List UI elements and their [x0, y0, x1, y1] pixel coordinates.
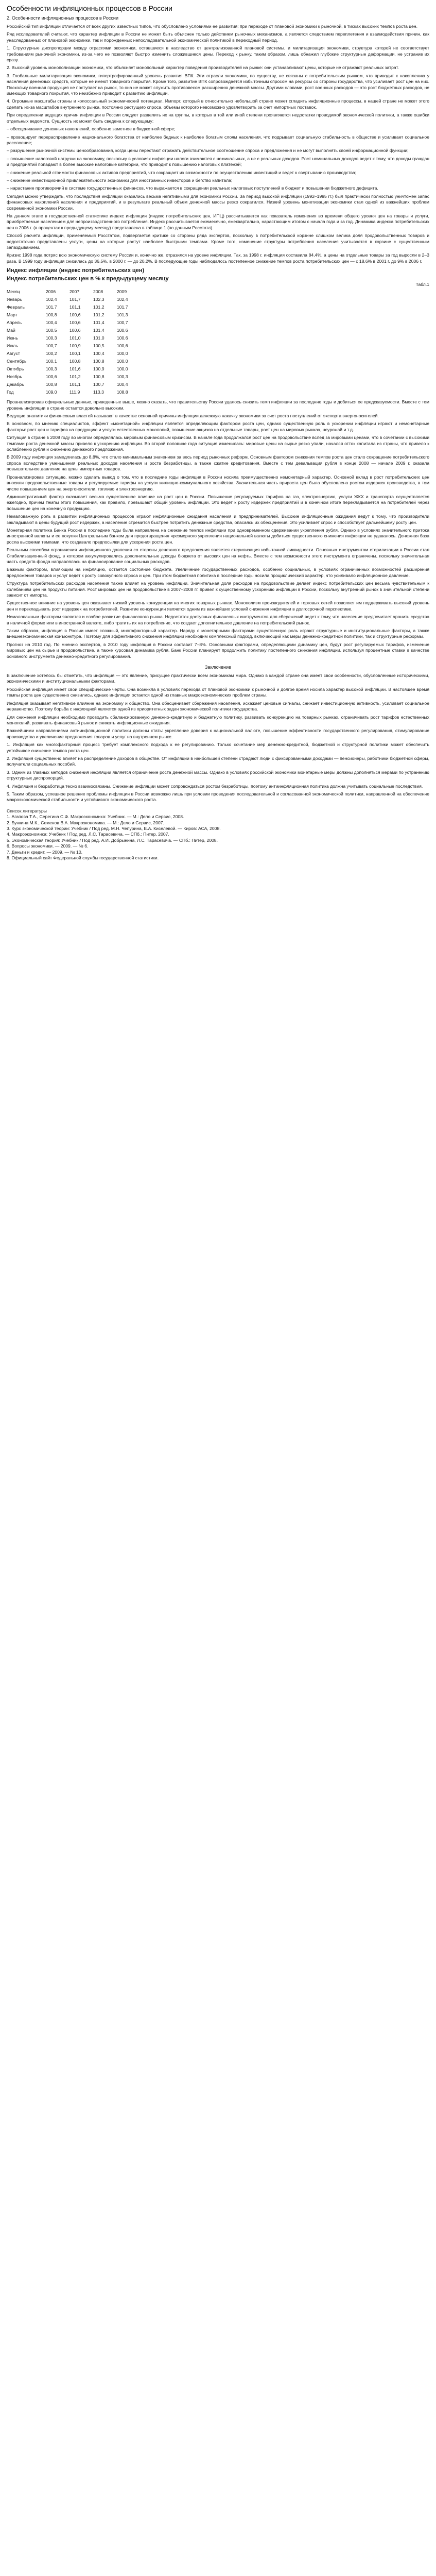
- table-header-cell: 2006: [46, 289, 56, 295]
- list-item: При определении ведущих причин инфляции в России следует разделить их на группы, в которых в той или иной степени проявляются недостатки проводимой экономической политики, а также ошибки отдельных ведомств. Сущность их может быть сведена к следующему:: [7, 112, 429, 124]
- table-header-row: [7, 288, 141, 296]
- table-body: [7, 296, 141, 396]
- value-cell: 100,6: [69, 312, 81, 318]
- value-cell: 102,4: [46, 297, 57, 302]
- list-item: – снижение реальной стоимости финансовых активов предприятий, что сокращает их возможности по осуществлению инвестиций и ведет к свертыванию производства;: [7, 170, 357, 175]
- value-cell: 100,6: [46, 374, 57, 380]
- value-cell: 100,6: [117, 343, 128, 349]
- references-section: [7, 808, 429, 861]
- reference-item: 8. Официальный сайт Федеральной службы государственной статистики.: [7, 855, 159, 861]
- value-cell: 100,6: [117, 328, 128, 333]
- conclusion-paragraph: 3. Одним из главных методов снижения инфляции является ограничение роста денежной массы. Однако в условиях российской экономики монетарные меры должны дополняться мерами по устранению структурных диспропорций.: [7, 769, 429, 781]
- value-cell: 101,0: [69, 335, 81, 341]
- table-header-cell: 2008: [93, 289, 103, 295]
- value-cell: 100,5: [93, 343, 104, 349]
- month-cell: Март: [7, 312, 18, 318]
- month-cell: Октябрь: [7, 366, 24, 372]
- conclusion-section: [7, 673, 429, 803]
- value-cell: 100,0: [117, 366, 128, 372]
- paragraph: Административный фактор оказывает весьма существенное влияние на рост цен в России. Повышение регулируемых тарифов на газ, электроэнергию, услуги ЖКХ и транспорта осуществляется ежегодно, причем темпы этого повышения, как правило, превышают общий уровень инфляции. Это ведет к росту издержек предприятий и в конечном итоге перекладывается на потребителей через повышение цен на конечную продукцию.: [7, 494, 429, 511]
- table-number: Табл.1: [415, 282, 429, 287]
- paragraph: Прогноз на 2010 год. По мнению экспертов, в 2010 году инфляция в России составит 7–8%. Основными факторами, определяющими динамику цен, будут рост регулируемых тарифов, изменение мировых цен на сырье и продовольствие, а также курсовая динамика рубля. Банк России планирует продолжить политику постепенного снижения инфляции, используя процентные ставки в качестве основного инструмента денежно-кредитного регулирования.: [7, 641, 429, 659]
- value-cell: 101,3: [117, 312, 128, 318]
- paragraph: Проанализировав ситуацию, можно сделать вывод о том, что в последние годы инфляция в России носила преимущественно немонетарный характер. Основной вклад в рост потребительских цен вносили продовольственные товары и регулируемые тарифы на услуги жилищно-коммунального хозяйства. Значительная часть прироста цен была обусловлена ростом издержек производства, в том числе повышением цен на энергоносители, топливо и электроэнергию.: [7, 474, 429, 492]
- table-subtitle: Индекс потребительских цен в % к предыдущему месяцу: [7, 276, 169, 282]
- month-cell: Август: [7, 351, 20, 357]
- table-row: [7, 350, 141, 358]
- value-cell: 100,9: [93, 366, 104, 372]
- table-row: [7, 319, 141, 327]
- table-row: [7, 373, 141, 381]
- table-header-cell: 2007: [69, 289, 80, 295]
- paragraph: Таким образом, инфляция в России имеет сложный, многофакторный характер. Наряду с монетарными факторами существенную роль играют структурные и институциональные факторы, а также внешнеэкономическая конъюнктура. Поэтому для эффективного снижения инфляции необходим комплексный подход, включающий как меры денежно-кредитной политики, так и структурные реформы.: [7, 628, 429, 639]
- value-cell: 109,0: [46, 389, 57, 395]
- paragraph: Немаловажным фактором является и слабое развитие финансового рынка. Недостаток доступных финансовых инструментов для сбережений ведет к тому, что население предпочитает хранить средства в наличной форме или в иностранной валюте, либо тратить их на потребление, что создает дополнительное давление на потребительский рынок.: [7, 614, 429, 625]
- reference-item: 3. Курс экономической теории: Учебник / Под ред. М.Н. Чепурина, Е.А. Киселевой. — Киров: АСА, 2008.: [7, 826, 221, 831]
- list-item: – провоцирует перераспределение национального богатства от наиболее бедных к наиболее богатым слоям населения, что подрывает социальную стабильность в обществе и усиливает социальное расслоение;: [7, 134, 429, 145]
- value-cell: 100,9: [69, 343, 81, 349]
- conclusion-paragraph: Российская инфляция имеет свои специфические черты. Она возникла в условиях перехода от плановой экономики к рыночной и долгое время носила характер высокой инфляции. В настоящее время темпы роста цен существенно снизились, однако инфляция остается одной из главных макроэкономических проблем страны.: [7, 686, 429, 698]
- reference-item: 6. Вопросы экономики. — 2009. — № 6.: [7, 843, 89, 849]
- paragraph: Немаловажную роль в развитии инфляционных процессов играют инфляционные ожидания населения и предпринимателей. Высокие инфляционные ожидания ведут к тому, что производители закладывают в цены будущий рост издержек, а население стремится быстрее потратить денежные средства, опасаясь их обесценения. Это усиливает спрос и способствует дальнейшему росту цен.: [7, 514, 429, 525]
- table-row: [7, 303, 141, 311]
- value-cell: 100,8: [69, 359, 81, 364]
- value-cell: 100,8: [93, 359, 104, 364]
- value-cell: 100,6: [69, 328, 81, 333]
- conclusion-paragraph: В заключение хотелось бы отметить, что инфляция — это явление, присущее практически всем экономикам мира. Однако в каждой стране она имеет свои особенности, обусловленные историческими, экономическими и институциональными факторами.: [7, 673, 429, 684]
- page-title: Особенности инфляционных процессов в России: [7, 4, 172, 12]
- conclusion-paragraph: 5. Таким образом, успешное решение проблемы инфляции в России возможно лишь при условии проведения последовательной и согласованной экономической политики, направленной на обеспечение макроэкономической стабильности и устойчивого экономического роста.: [7, 791, 429, 803]
- value-cell: 100,6: [69, 320, 81, 326]
- conclusion-title: Заключение: [205, 665, 231, 670]
- table-row: [7, 296, 141, 303]
- table-row: [7, 365, 141, 373]
- conclusion-paragraph: 2. Инфляция существенно влияет на распределение доходов в обществе. От инфляции в наибольшей степени страдают люди с фиксированными доходами — пенсионеры, работники бюджетной сферы, получатели социальных пособий.: [7, 755, 429, 767]
- value-cell: 101,7: [46, 304, 57, 310]
- value-cell: 101,1: [69, 382, 81, 387]
- value-cell: 100,1: [46, 359, 57, 364]
- month-cell: Май: [7, 328, 15, 333]
- list-item: – повышение налоговой нагрузки на экономику, поскольку в условиях инфляции налоги взимаются с номинальных, а не с реальных доходов. Рост номинальных доходов ведет к тому, что доходы граждан и предприятий попадают в более высокие налоговые категории, что приводит к повышению налоговых платежей;: [7, 156, 429, 167]
- list-item: 2. Высокий уровень монополизации экономики, что объясняет монопольный характер поведения производителей на рынке: они устанавливают цены, которые не отражают реальных затрат.: [7, 65, 399, 71]
- month-cell: Февраль: [7, 304, 25, 310]
- table-title: Индекс инфляции (индекс потребительских цен): [7, 267, 145, 274]
- value-cell: 100,8: [93, 374, 104, 380]
- conclusion-paragraph: Важнейшими направлениями антиинфляционной политики должны стать: укрепление доверия к национальной валюте, повышение эффективности государственного регулирования, стимулирование производства и увеличение предложения товаров и услуг на внутреннем рынке.: [7, 728, 429, 739]
- list-item: – нарастание противоречий в системе государственных финансов, что выражается в сокращении реальных налоговых поступлений в бюджет и повышении бюджетного дефицита.: [7, 185, 378, 191]
- value-cell: 113,3: [93, 389, 104, 395]
- table-row: [7, 342, 141, 350]
- value-cell: 100,0: [117, 359, 128, 364]
- reference-item: 1. Агапова Т.А., Серегина С.Ф. Макроэкономика: Учебник. — М.: Дело и Сервис, 2008.: [7, 814, 184, 820]
- references-list: [7, 814, 429, 861]
- value-cell: 101,2: [93, 312, 104, 318]
- paragraph: Важным фактором, влияющим на инфляцию, остается состояние бюджета. Увеличение государственных расходов, особенно социальных, в условиях ограниченных возможностей расширения предложения товаров и услуг ведет к росту совокупного спроса и цен. При этом бюджетная политика в последние годы носила проциклический характер, что усиливало инфляционное давление.: [7, 567, 429, 578]
- value-cell: 100,5: [46, 328, 57, 333]
- intro-section: [7, 24, 429, 43]
- value-cell: 100,8: [46, 312, 57, 318]
- month-cell: Июль: [7, 343, 18, 349]
- paragraph: Ведущие аналитики финансовых властей называют в качестве основной причины инфляции денежную накачку экономики за счет роста поступлений от экспорта энергоносителей.: [7, 413, 379, 419]
- value-cell: 101,0: [93, 335, 104, 341]
- conclusion-paragraph: 4. Инфляция и безработица тесно взаимосвязаны. Снижение инфляции может сопровождаться ростом безработицы, поэтому антиинфляционная политика должна учитывать социальные последствия.: [7, 783, 423, 789]
- paragraph: Структура потребительских расходов населения также влияет на уровень инфляции. Значительная доля расходов на продовольствие делает индекс потребительских цен весьма чувствительным к колебаниям цен на продукты питания. Рост мировых цен на продовольствие в 2007–2008 гг. привел к существенному ускорению инфляции в России, поскольку внутренний рынок в значительной степени зависит от импорта.: [7, 581, 429, 598]
- intro-paragraph: Российский тип инфляции отличается от всех других известных типов, что обусловлено условиями ее развития: при переходе от плановой экономики к рыночной, в тисках высоких темпов роста цен.: [7, 24, 417, 29]
- table-row: [7, 334, 141, 342]
- month-cell: Апрель: [7, 320, 22, 326]
- paragraph: Ситуация в стране в 2008 году во многом определялась мировым финансовым кризисом. В начале года продолжался рост цен на продовольствие вслед за мировыми ценами, что в сочетании с высокими темпами роста денежной массы привело к ускорению инфляции. Во второй половине года ситуация изменилась: мировые цены на сырье резко упали, начался отток капитала из страны, что привело к ослаблению рубля и снижению денежного предложения.: [7, 435, 429, 452]
- inflation-table-block: [7, 267, 429, 396]
- month-cell: Июнь: [7, 335, 18, 341]
- paragraph: Реальным способом ограничения инфляционного давления со стороны денежного предложения является стерилизация избыточной ликвидности. Основным инструментом стерилизации в России стал Стабилизационный фонд, в котором аккумулировались дополнительные доходы бюджета от высоких цен на нефть. Вместе с тем возможности этого инструмента ограничены, поскольку значительная часть средств фонда направлялась на финансирование социальных расходов.: [7, 547, 429, 564]
- value-cell: 100,4: [46, 320, 57, 326]
- table-intro-section: [7, 213, 429, 264]
- reference-item: 5. Экономическая теория: Учебник / Под ред. А.И. Добрынина, Л.С. Тарасевича. — СПб.: Питер, 2008.: [7, 837, 218, 843]
- list-item: – снижение инвестиционной привлекательности экономики для иностранных инвесторов и бегство капитала;: [7, 177, 233, 183]
- value-cell: 108,8: [117, 389, 128, 395]
- value-cell: 101,2: [93, 304, 104, 310]
- value-cell: 100,4: [117, 382, 128, 387]
- references-title: Список литературы: [7, 808, 47, 814]
- conclusion-paragraph: 1. Инфляция как многофакторный процесс требует комплексного подхода к ее регулированию. Только сочетание мер денежно-кредитной, бюджетной и структурной политики может обеспечить устойчивое снижение темпов роста цен.: [7, 742, 429, 753]
- value-cell: 101,2: [69, 374, 81, 380]
- value-cell: 101,7: [69, 297, 81, 302]
- value-cell: 100,1: [69, 351, 81, 357]
- value-cell: 100,3: [117, 374, 128, 380]
- value-cell: 111,9: [69, 389, 80, 395]
- value-cell: 100,6: [117, 335, 128, 341]
- table-header-cell: 2009: [117, 289, 127, 295]
- table-row: [7, 358, 141, 365]
- value-cell: 101,6: [69, 366, 81, 372]
- value-cell: 100,7: [117, 320, 128, 326]
- month-cell: Сентябрь: [7, 359, 27, 364]
- table-row: [7, 381, 141, 388]
- paragraph: Монетарная политика Банка России в последние годы была направлена на снижение темпов инфляции при одновременном сдерживании укрепления рубля. Однако в условиях значительного притока иностранной валюты и ее покупки Центральным банком для предотвращения чрезмерного укрепления национальной валюты добиться существенного снижения инфляции не удавалось. Денежная база росла высокими темпами, что создавало предпосылки для ускорения роста цен.: [7, 527, 429, 545]
- list-item: – обесценивание денежных накоплений, особенно заметное в бюджетной сфере;: [7, 126, 176, 132]
- value-cell: 100,7: [93, 382, 104, 387]
- list-item: Сегодня можно утверждать, что последствия инфляции оказались весьма негативными для экономики России. За период высокой инфляции (1992–1995 гг.) был практически полностью уничтожен запас финансовых накоплений населения и предприятий, и в результате реальный объем денежной массы резко сократился. Низкий уровень монетизации экономики стал одной из важнейших проблем современной экономики России.: [7, 193, 429, 211]
- paragraph: В основном, по мнению специалистов, эффект «монетарной» инфляции является определяющим фактором роста цен, однако существенную роль в ускорении инфляции играют и немонетарные факторы: рост цен и тарифов на продукцию и услуги естественных монополий, повышение акцизов на отдельные товары, рост цен на мировых рынках, неурожай и т.д.: [7, 421, 429, 432]
- conclusion-paragraph: Инфляция оказывает негативное влияние на экономику и общество. Она обесценивает сбережения населения, искажает ценовые сигналы, снижает инвестиционную активность, усиливает социальное неравенство. Поэтому борьба с инфляцией является одной из приоритетных задач экономической политики государства.: [7, 700, 429, 712]
- value-cell: 100,3: [46, 335, 57, 341]
- value-cell: 100,0: [117, 351, 128, 357]
- paragraph: На данном этапе в государственной статистике индекс инфляции (индекс потребительских цен, ИПЦ) рассчитывается как показатель изменения во времени общего уровня цен на товары и услуги, приобретаемые населением для непроизводственного потребления. Индекс рассчитывается ежемесячно, ежеквартально, нарастающим итогом с начала года и за год. Динамика индекса потребительских цен в 2006 г. (в процентах к предыдущему месяцу) представлена в таблице 1 (по данным Росстата).: [7, 213, 429, 230]
- value-cell: 101,1: [69, 304, 81, 310]
- inflation-table: [7, 288, 141, 396]
- value-cell: 102,4: [117, 297, 128, 302]
- month-cell: Январь: [7, 297, 22, 302]
- paragraph: Существенное влияние на уровень цен оказывает низкий уровень конкуренции на многих товарных рынках. Монополизм производителей и торговых сетей позволяет им поддерживать высокий уровень цен и перекладывать рост издержек на потребителей. Развитие конкуренции является одним из важнейших условий снижения инфляции в долгосрочной перспективе.: [7, 600, 429, 612]
- value-cell: 101,4: [93, 328, 104, 333]
- value-cell: 100,2: [46, 351, 57, 357]
- analysis-section: [7, 399, 429, 659]
- value-cell: 100,8: [46, 382, 57, 387]
- reference-item: 7. Деньги и кредит. — 2009. — № 10.: [7, 849, 82, 855]
- causes-list: [7, 45, 429, 211]
- intro-paragraph: Ряд исследователей считают, что характер инфляции в России не может быть объяснен только действием рыночных механизмов, а является следствием переплетения и взаимодействия причин, как унаследованных от плановой экономики, так и порожденных непоследовательной экономической политикой в переходный период.: [7, 31, 429, 43]
- paragraph: Способ расчета инфляции, применяемый Росстатом, подвергается критике со стороны ряда экспертов, поскольку в потребительской корзине слишком велика доля продовольственных товаров и недостаточно представлены услуги, цены на которые растут наиболее быстрыми темпами. Кроме того, изменение структуры потребления населения учитывается в корзине с существенным запаздыванием.: [7, 233, 429, 250]
- paragraph: В 2009 году инфляция замедлилась до 8,8%, что стало минимальным значением за весь период рыночных реформ. Основным фактором снижения темпов роста цен стало сокращение потребительского спроса вследствие уменьшения реальных доходов населения и роста безработицы, а также сжатие кредитования. Вместе с тем девальвация рубля в конце 2008 — начале 2009 г. оказала повышательное давление на цены импортных товаров.: [7, 454, 429, 472]
- value-cell: 102,3: [93, 297, 104, 302]
- section-subtitle: 2. Особенности инфляционных процессов в России: [7, 15, 118, 21]
- list-item: 3. Глобальные милитаризация экономики, гипертрофированный уровень развития ВПК. Эти отрасли экономики, по существу, не связаны с потребительским рынком, что приводит к накоплению у населения денежных средств, которые не имеют товарного покрытия. Кроме того, развитие ВПК сопровождается избыточным спросом на ресурсы со стороны государства, что усиливает рост цен на них. Поскольку военная продукция не поступает на рынок, то она не может служить противовесом расширению денежной массы. Другими словами, рост военных расходов — это рост бюджетных расходов, не имеющих товарного покрытия, что неизбежно приводит к развитию инфляции.: [7, 73, 429, 96]
- paragraph: Проанализировав официальные данные, приведенные выше, можно сказать, что правительству России удалось снизить темп инфляции за последние годы и добиться ее предсказуемости. Вместе с тем уровень инфляции в стране остается довольно высоким.: [7, 399, 429, 411]
- month-cell: Год: [7, 389, 14, 395]
- table-row: [7, 311, 141, 319]
- list-item: – разрушение рыночной системы ценообразования, когда цены перестают отражать действительное соотношение спроса и предложения и не могут выполнять своей информационной функции;: [7, 148, 409, 154]
- value-cell: 101,4: [93, 320, 104, 326]
- value-cell: 100,4: [93, 351, 104, 357]
- document-page: [0, 0, 436, 871]
- table-row: [7, 327, 141, 334]
- table-row: [7, 388, 141, 396]
- table-header-cell: Месяц: [7, 289, 20, 295]
- value-cell: 100,7: [46, 343, 57, 349]
- reference-item: 4. Макроэкономика: Учебник / Под ред. Л.С. Тарасевича. — СПб.: Питер, 2007.: [7, 832, 169, 837]
- conclusion-paragraph: Для снижения инфляции необходимо проводить сбалансированную денежно-кредитную и бюджетную политику, развивать конкуренцию на товарных рынках, ограничивать рост тарифов естественных монополий, развивать финансовый рынок и снижать инфляционные ожидания.: [7, 714, 429, 725]
- list-item: 1. Структурные диспропорции между отраслями экономики, оставшиеся в наследство от централизованной плановой системы, и милитаризация экономики, структура которой не соответствует требованиям рыночной экономики, из-за чего не позволяют быстро изменить сложившиеся цены. Переход к рынку, таким образом, лишь обнажил глубокие структурные деформации, не устранив их сразу.: [7, 45, 429, 63]
- reference-item: 2. Бункина М.К., Семенов В.А. Макроэкономика. — М.: Дело и Сервис, 2007.: [7, 820, 164, 825]
- month-cell: Ноябрь: [7, 374, 22, 380]
- value-cell: 101,7: [117, 304, 128, 310]
- value-cell: 100,3: [46, 366, 57, 372]
- paragraph: Кризис 1998 года потряс всю экономическую систему России и, конечно же, отразился на уровне инфляции. Так, за 1998 г. инфляция составила 84,4%, а цены на отдельные товары за год выросли в 2–3 раза. В 1999 году инфляция снизилась до 36,5%, в 2000 г. — до 20,2%. В последующие годы наблюдалось постепенное снижение темпов роста потребительских цен — с 18,6% в 2001 г. до 9% в 2006 г.: [7, 252, 429, 264]
- list-item: 4. Огромные масштабы страны и колоссальный экономический потенциал. Импорт, который в относительно небольшой стране может сгладить инфляционные процессы, в нашей стране не может этого сделать из-за масштабов внутреннего рынка, постоянно растущего спроса, объемы которого невозможно удовлетворить за счет импортных поставок.: [7, 98, 429, 110]
- month-cell: Декабрь: [7, 382, 24, 387]
